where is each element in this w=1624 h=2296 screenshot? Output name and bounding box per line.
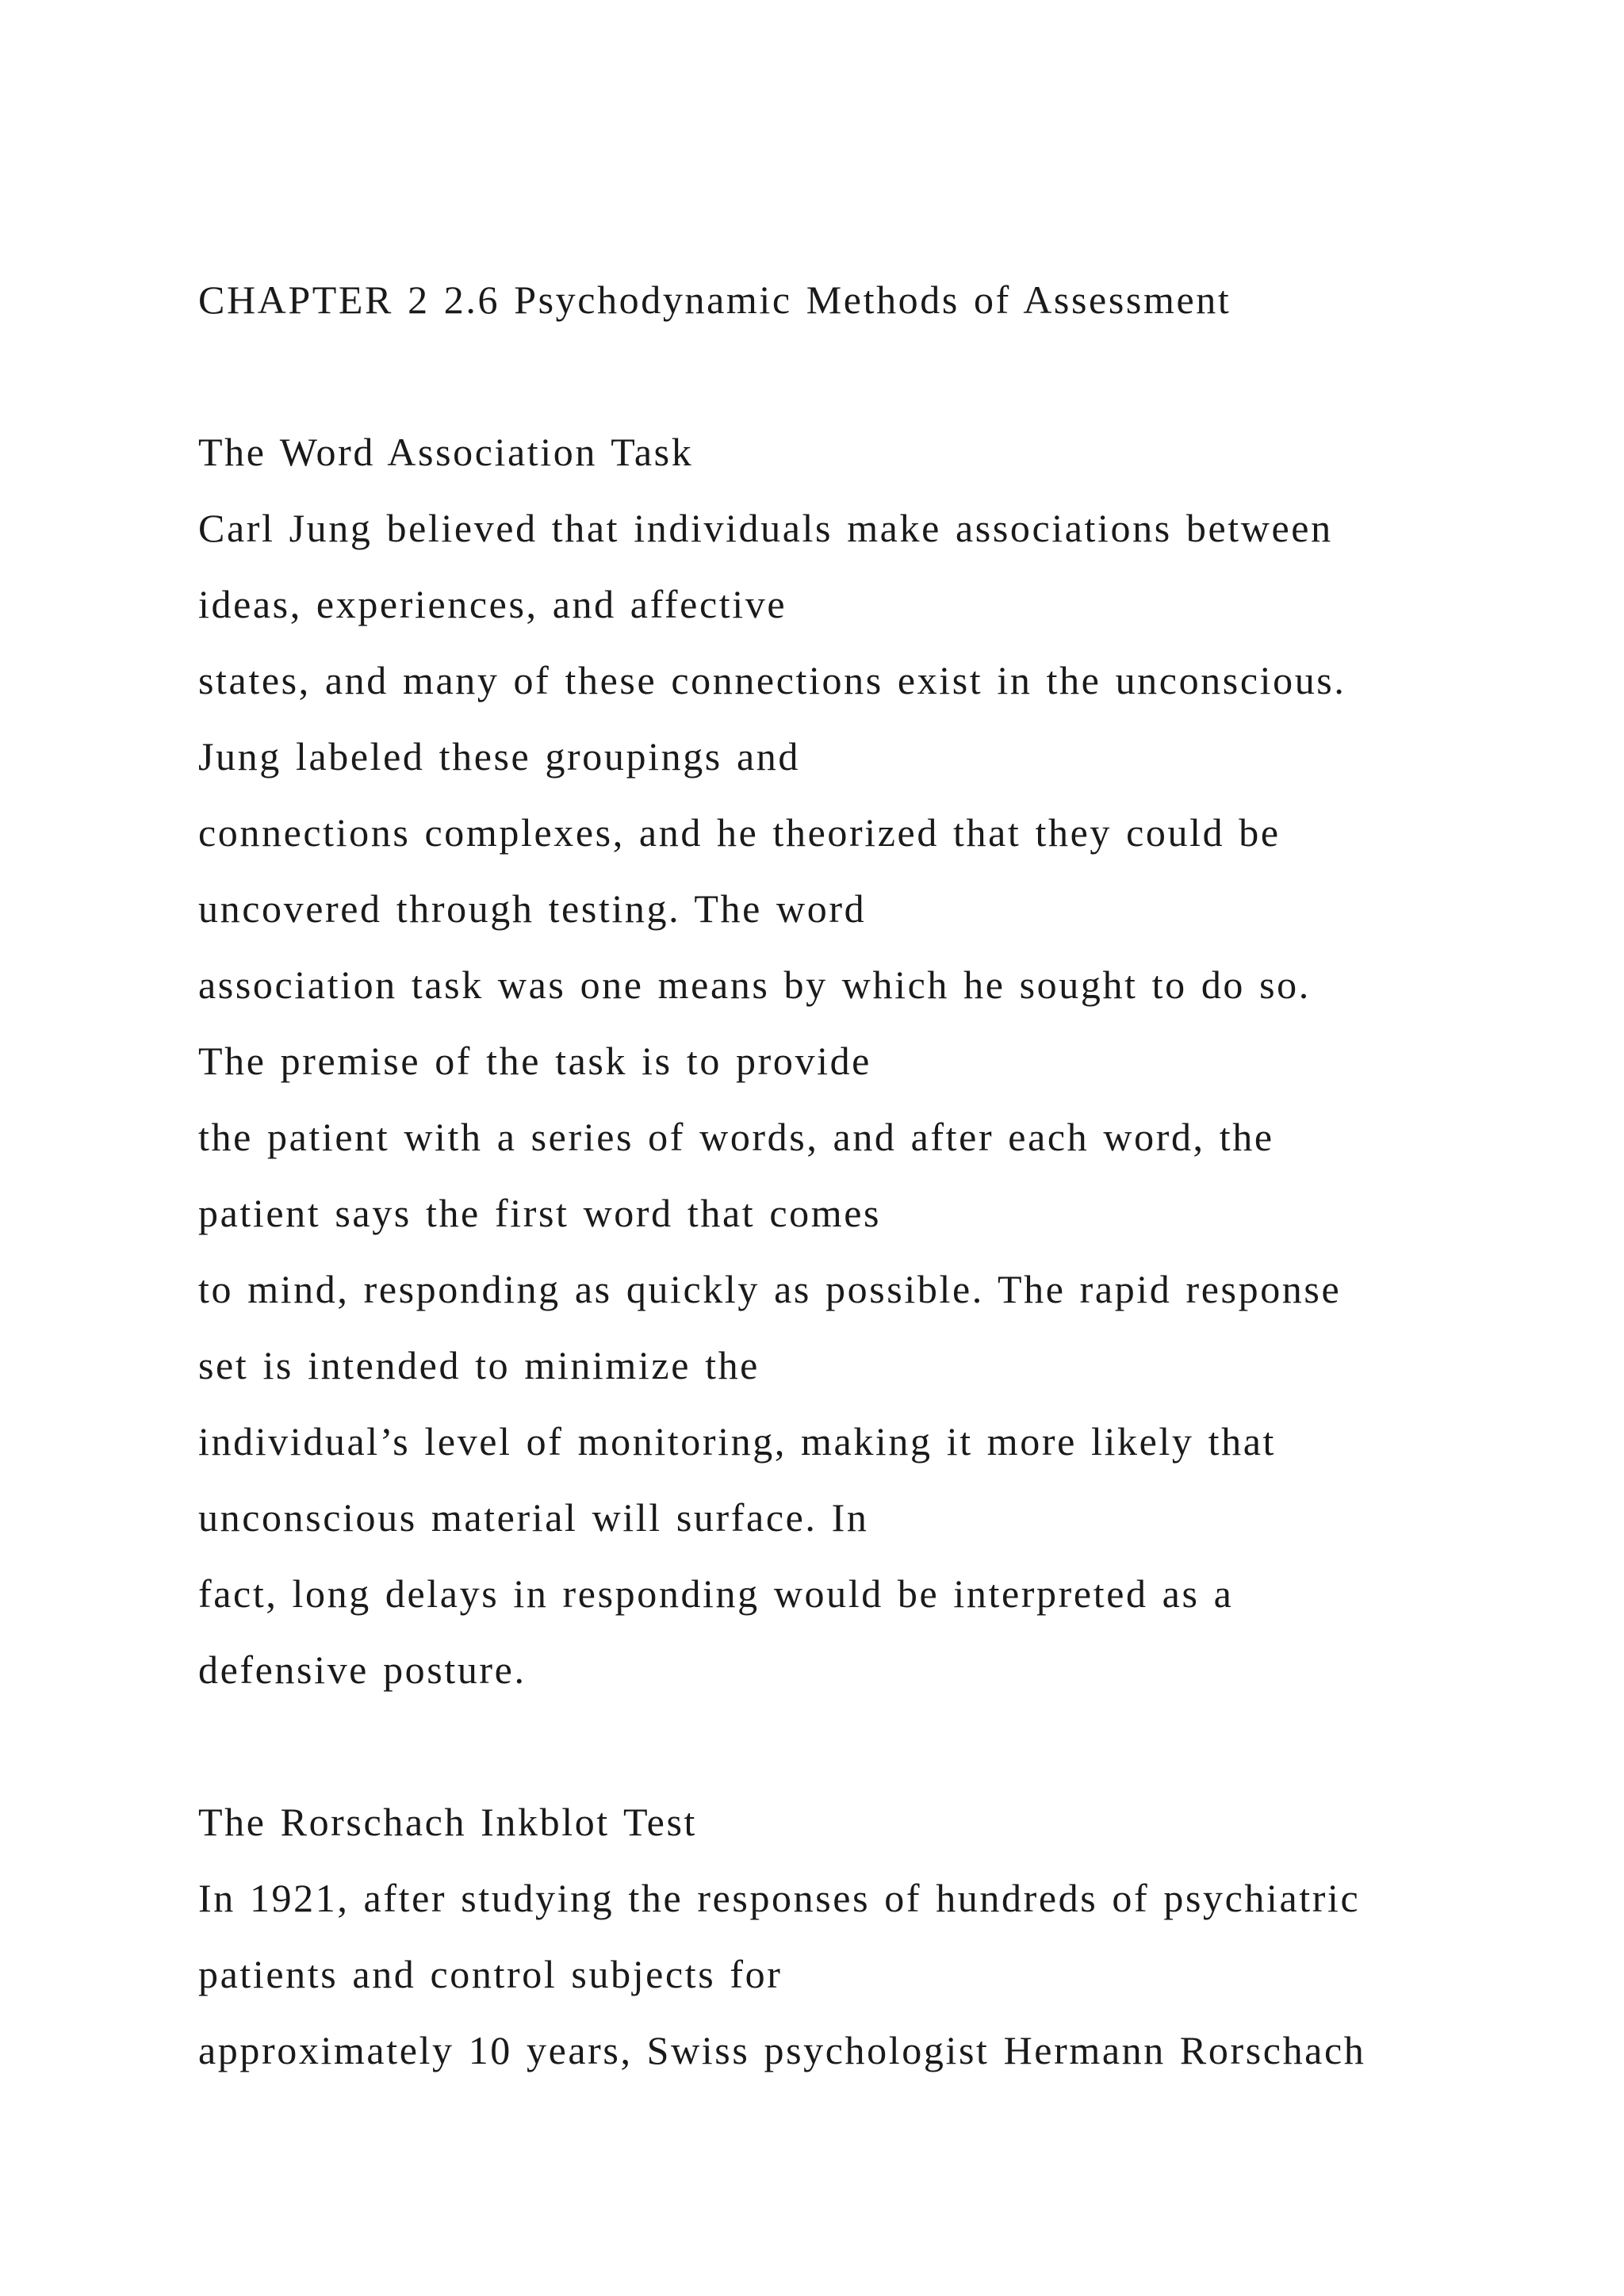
document-body [198, 262, 1610, 2088]
body-line: ideas, experiences, and affective [198, 582, 787, 626]
body-line: Carl Jung believed that individuals make associations between [198, 506, 1333, 550]
body-line: approximately 10 years, Swiss psychologist Hermann Rorschach [198, 2028, 1366, 2072]
body-line: the patient with a series of words, and after each word, the [198, 1115, 1274, 1159]
body-line: defensive posture. [198, 1647, 527, 1692]
body-line: patients and control subjects for [198, 1952, 783, 1996]
section-heading-rorschach: The Rorschach Inkblot Test [198, 1800, 697, 1844]
body-line: to mind, responding as quickly as possible. The rapid response [198, 1267, 1342, 1311]
paragraph-gap [198, 338, 1610, 414]
body-line: states, and many of these connections exist in the unconscious. [198, 658, 1346, 702]
body-line: connections complexes, and he theorized that they could be [198, 810, 1281, 855]
body-line: In 1921, after studying the responses of hundreds of psychiatric [198, 1876, 1361, 1920]
body-line: unconscious material will surface. In [198, 1495, 869, 1540]
body-line: set is intended to minimize the [198, 1343, 760, 1387]
body-line: fact, long delays in responding would be interpreted as a [198, 1571, 1234, 1616]
chapter-heading: CHAPTER 2 2.6 Psychodynamic Methods of Assessment [198, 277, 1231, 322]
section-heading-word-association: The Word Association Task [198, 430, 694, 474]
body-line: The premise of the task is to provide [198, 1039, 871, 1083]
paragraph-gap [198, 1708, 1610, 1784]
body-line: patient says the first word that comes [198, 1191, 882, 1235]
body-line: Jung labeled these groupings and [198, 734, 800, 779]
body-line: association task was one means by which he sought to do so. [198, 962, 1311, 1007]
body-line: individual’s level of monitoring, making it more likely that [198, 1419, 1276, 1464]
body-line: uncovered through testing. The word [198, 886, 867, 931]
